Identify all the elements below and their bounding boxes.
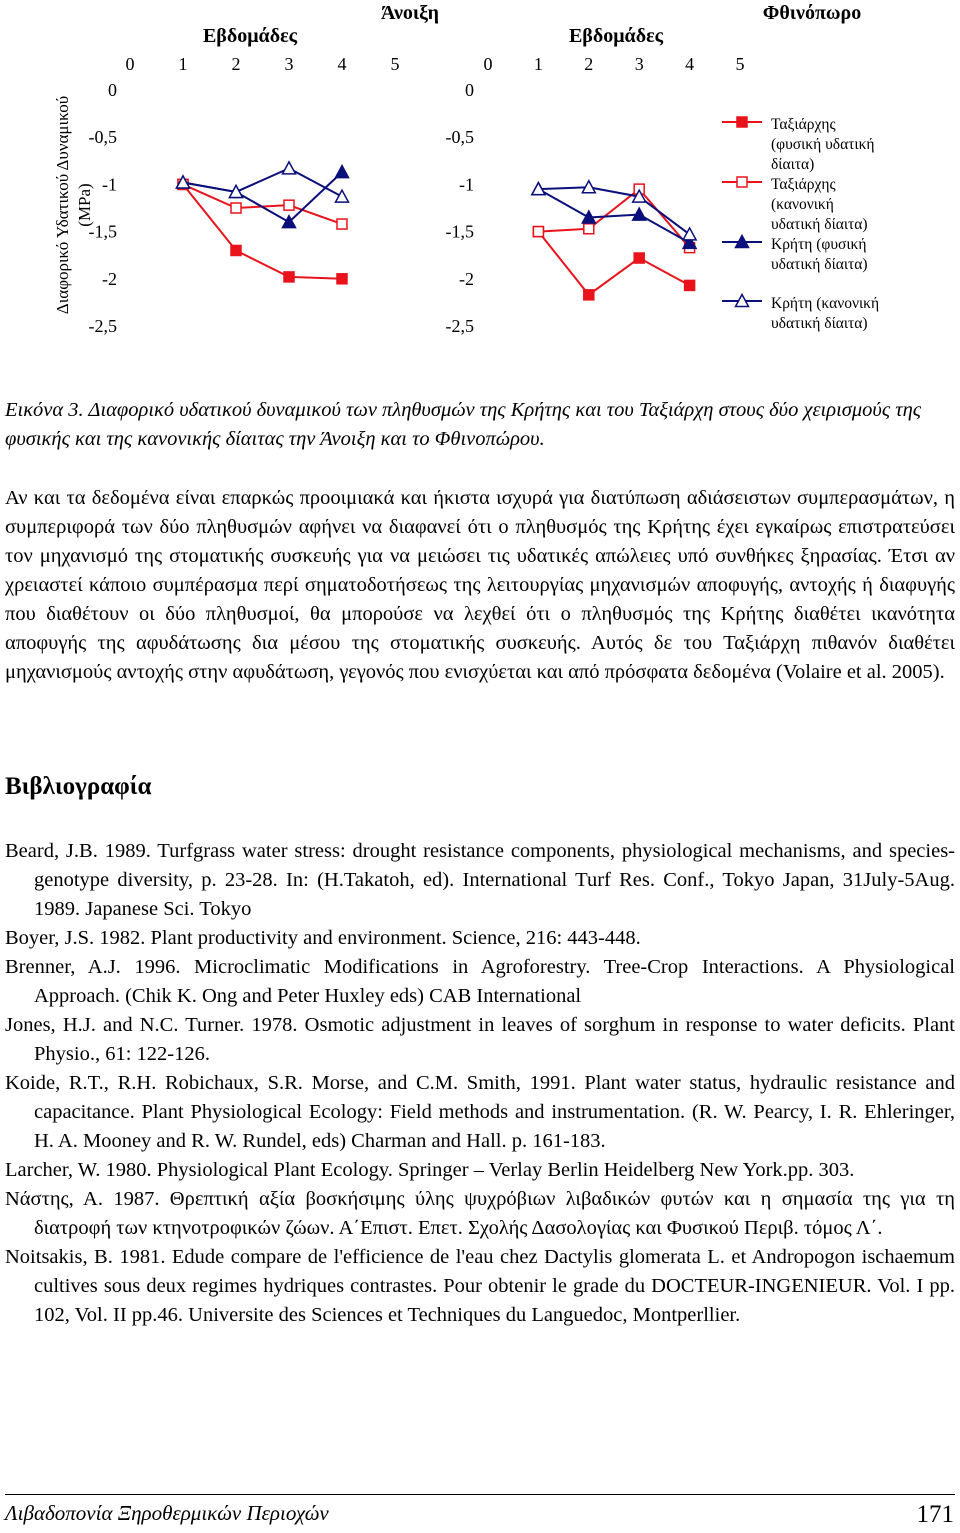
x-tick-label: 5 — [390, 54, 400, 74]
y-tick-label: -1,5 — [445, 221, 474, 242]
reference-item: Νάστης, Α. 1987. Θρεπτική αξία βοσκήσιμης ύλης ψυχρόβιων λιβαδικών φυτών και η σημασία της για τη διατροφή των κτηνοτροφικών ζώων. Α΄Επιστ. Επετ. Σχολής Δασολογίας και Φυσικού Περιβ. τόμος Λ΄. — [5, 1188, 955, 1239]
legend-label: (κανονική — [771, 196, 834, 213]
body-paragraph: Αν και τα δεδομένα είναι επαρκώς προοιμιακά και ήκιστα ισχυρά για διατύπωση αδιάσειστων συμπερασμάτων, η συμπεριφορά των δύο πληθυσμών αφήνει να διαφανεί ότι ο πληθυσμός της Κρήτης έχει εγκαίρως επιστρατεύσει τον μηχανισμό της στοματικής συσκευής για να μειώσει τις υδατικές απώλειες υπό συνθήκες ξηρασίας. Έτσι αν χρειαστεί κάποιο συμπέρασμα περί σηματοδοτήσεως της λειτουργίας μηχανισμών αποφυγής, αντοχής ή διαφυγής που διαθέτουν οι δύο πληθυσμοί, θα μπορούσε να λεχθεί ότι ο πληθυσμός της Κρήτης διαθέτει ικανότητα αποφυγής της αφυδάτωσης δια μέσου της στοματικής συσκευής. Αυτός δε του Ταξιάρχη πιθανόν διαθέτει μηχανισμούς αντοχής στην αφυδάτωση, γεγονός που ενισχύεται και από πρόσφατα δεδομένα (Volaire et al. 2005). — [5, 487, 955, 683]
data-point — [337, 274, 347, 284]
data-point — [337, 219, 347, 229]
legend-label: Κρήτη (κανονική — [771, 295, 880, 312]
figure-3-chart — [0, 0, 960, 345]
x-tick-label: 2 — [231, 54, 241, 74]
y-axis-title: Διαφορικό Υδατικού Δυναμικού — [53, 95, 72, 315]
data-point — [584, 224, 594, 234]
reference-item: Noitsakis, B. 1981. Edude compare de l'efficience de l'eau chez Dactylis glomerata L. et Andropogon ischaemum cultives sous deux regimes hydriques contrastes. Pour obtenir le grade du DOCTEUR-INGENIEUR. Vol. I pp. 102, Vol. II pp.46. Universite des Sciences et Techniques du Languedoc, Montperllier. — [5, 1246, 955, 1326]
footer-title: Λιβαδοπονία Ξηροθερμικών Περιοχών — [5, 1501, 329, 1525]
legend-label: Κρήτη (φυσική — [771, 236, 867, 253]
series-line — [183, 184, 342, 278]
legend-label: υδατική δίαιτα) — [771, 315, 868, 332]
chart-title: Άνοιξη — [381, 2, 439, 24]
data-point — [284, 200, 294, 210]
y-tick-label: -1 — [459, 174, 474, 195]
figure-caption: Εικόνα 3. Διαφορικό υδατικού δυναμικού των πληθυσμών της Κρήτης και του Ταξιάρχη στους δύο χειρισμούς της φυσικής και της κανονικής δίαιτας την Άνοιξη και το Φθινοπώρου. — [5, 399, 922, 450]
legend-label: υδατική δίαιτα) — [771, 256, 868, 273]
data-point — [533, 227, 543, 237]
y-tick-label: -1 — [102, 174, 117, 195]
reference-item: Larcher, W. 1980. Physiological Plant Ecology. Springer – Verlay Berlin Heidelberg New York.pp. 303. — [5, 1159, 855, 1181]
x-tick-label: 3 — [284, 54, 294, 74]
x-tick-label: 4 — [337, 54, 347, 74]
data-point — [231, 245, 241, 255]
legend-marker — [737, 177, 747, 187]
reference-item: Beard, J.B. 1989. Turfgrass water stress: drought resistance components, physiological mechanisms, and species-genotype diversity, p. 23-28. In: (H.Takatoh, ed). International Turf Res. Conf., Tokyo Japan, 31July-5Aug. 1989. Japanese Sci. Tokyo — [5, 840, 955, 920]
data-point — [683, 228, 696, 240]
x-tick-label: 0 — [483, 54, 493, 74]
y-tick-label: -1,5 — [88, 221, 117, 242]
legend-label: δίαιτα) — [771, 156, 815, 173]
x-tick-label: 3 — [634, 54, 644, 74]
legend-marker — [737, 117, 747, 127]
x-tick-label: 4 — [685, 54, 695, 74]
y-tick-label: -0,5 — [88, 127, 117, 148]
series-line — [538, 187, 689, 234]
footer-rule — [5, 1494, 955, 1495]
y-tick-label: 0 — [108, 80, 117, 100]
y-tick-label: -2,5 — [445, 316, 474, 336]
x-tick-label: 5 — [735, 54, 745, 74]
x-tick-label: 1 — [178, 54, 188, 74]
data-point — [685, 280, 695, 290]
x-tick-label: 0 — [125, 54, 135, 74]
y-tick-label: -2 — [102, 268, 117, 289]
series-line — [538, 232, 689, 295]
x-tick-label: 1 — [533, 54, 543, 74]
data-point — [336, 190, 349, 202]
y-tick-label: -2 — [459, 268, 474, 289]
data-point — [584, 290, 594, 300]
legend-label: (φυσική υδατική — [771, 136, 875, 153]
data-point — [284, 272, 294, 282]
x-axis-title: Εβδομάδες — [568, 25, 664, 47]
data-point — [336, 166, 349, 178]
y-axis-unit: (MPa) — [75, 183, 94, 227]
reference-item: Brenner, A.J. 1996. Microclimatic Modifications in Agroforestry. Tree-Crop Interactions. A Physiological Approach. (Chik K. Ong and Peter Huxley eds) CAB International — [5, 956, 955, 1007]
x-tick-label: 2 — [584, 54, 594, 74]
reference-item: Koide, R.T., R.H. Robichaux, S.R. Morse, and C.M. Smith, 1991. Plant water status, hydraulic resistance and capacitance. Plant Physiological Ecology: Field methods and instrumentation. (R. W. Pearcy, I. R. Ehleringer, H. A. Mooney and R. W. Rundel, eds) Charman and Hall. p. 161-183. — [5, 1072, 955, 1152]
legend-label: υδατική δίαιτα) — [771, 216, 868, 233]
page-number: 171 — [916, 1501, 954, 1528]
data-point — [283, 162, 296, 174]
y-tick-label: 0 — [465, 80, 474, 100]
reference-item: Jones, H.J. and N.C. Turner. 1978. Osmotic adjustment in leaves of sorghum in response to water deficits. Plant Physio., 61: 122-126. — [5, 1014, 955, 1065]
y-tick-label: -0,5 — [445, 127, 474, 148]
series-line — [183, 184, 342, 224]
series-line — [183, 168, 342, 196]
legend-label: Ταξιάρχης — [771, 176, 836, 193]
reference-item: Boyer, J.S. 1982. Plant productivity and environment. Science, 216: 443-448. — [5, 927, 641, 949]
y-tick-label: -2,5 — [88, 316, 117, 336]
series-line — [538, 189, 689, 243]
reference-list — [5, 837, 955, 1330]
data-point — [231, 203, 241, 213]
chart-title: Φθινόπωρο — [762, 2, 862, 24]
section-heading-bibliography: Βιβλιογραφία — [5, 773, 152, 800]
x-axis-title: Εβδομάδες — [202, 25, 298, 47]
data-point — [634, 253, 644, 263]
legend-label: Ταξιάρχης — [771, 116, 836, 133]
